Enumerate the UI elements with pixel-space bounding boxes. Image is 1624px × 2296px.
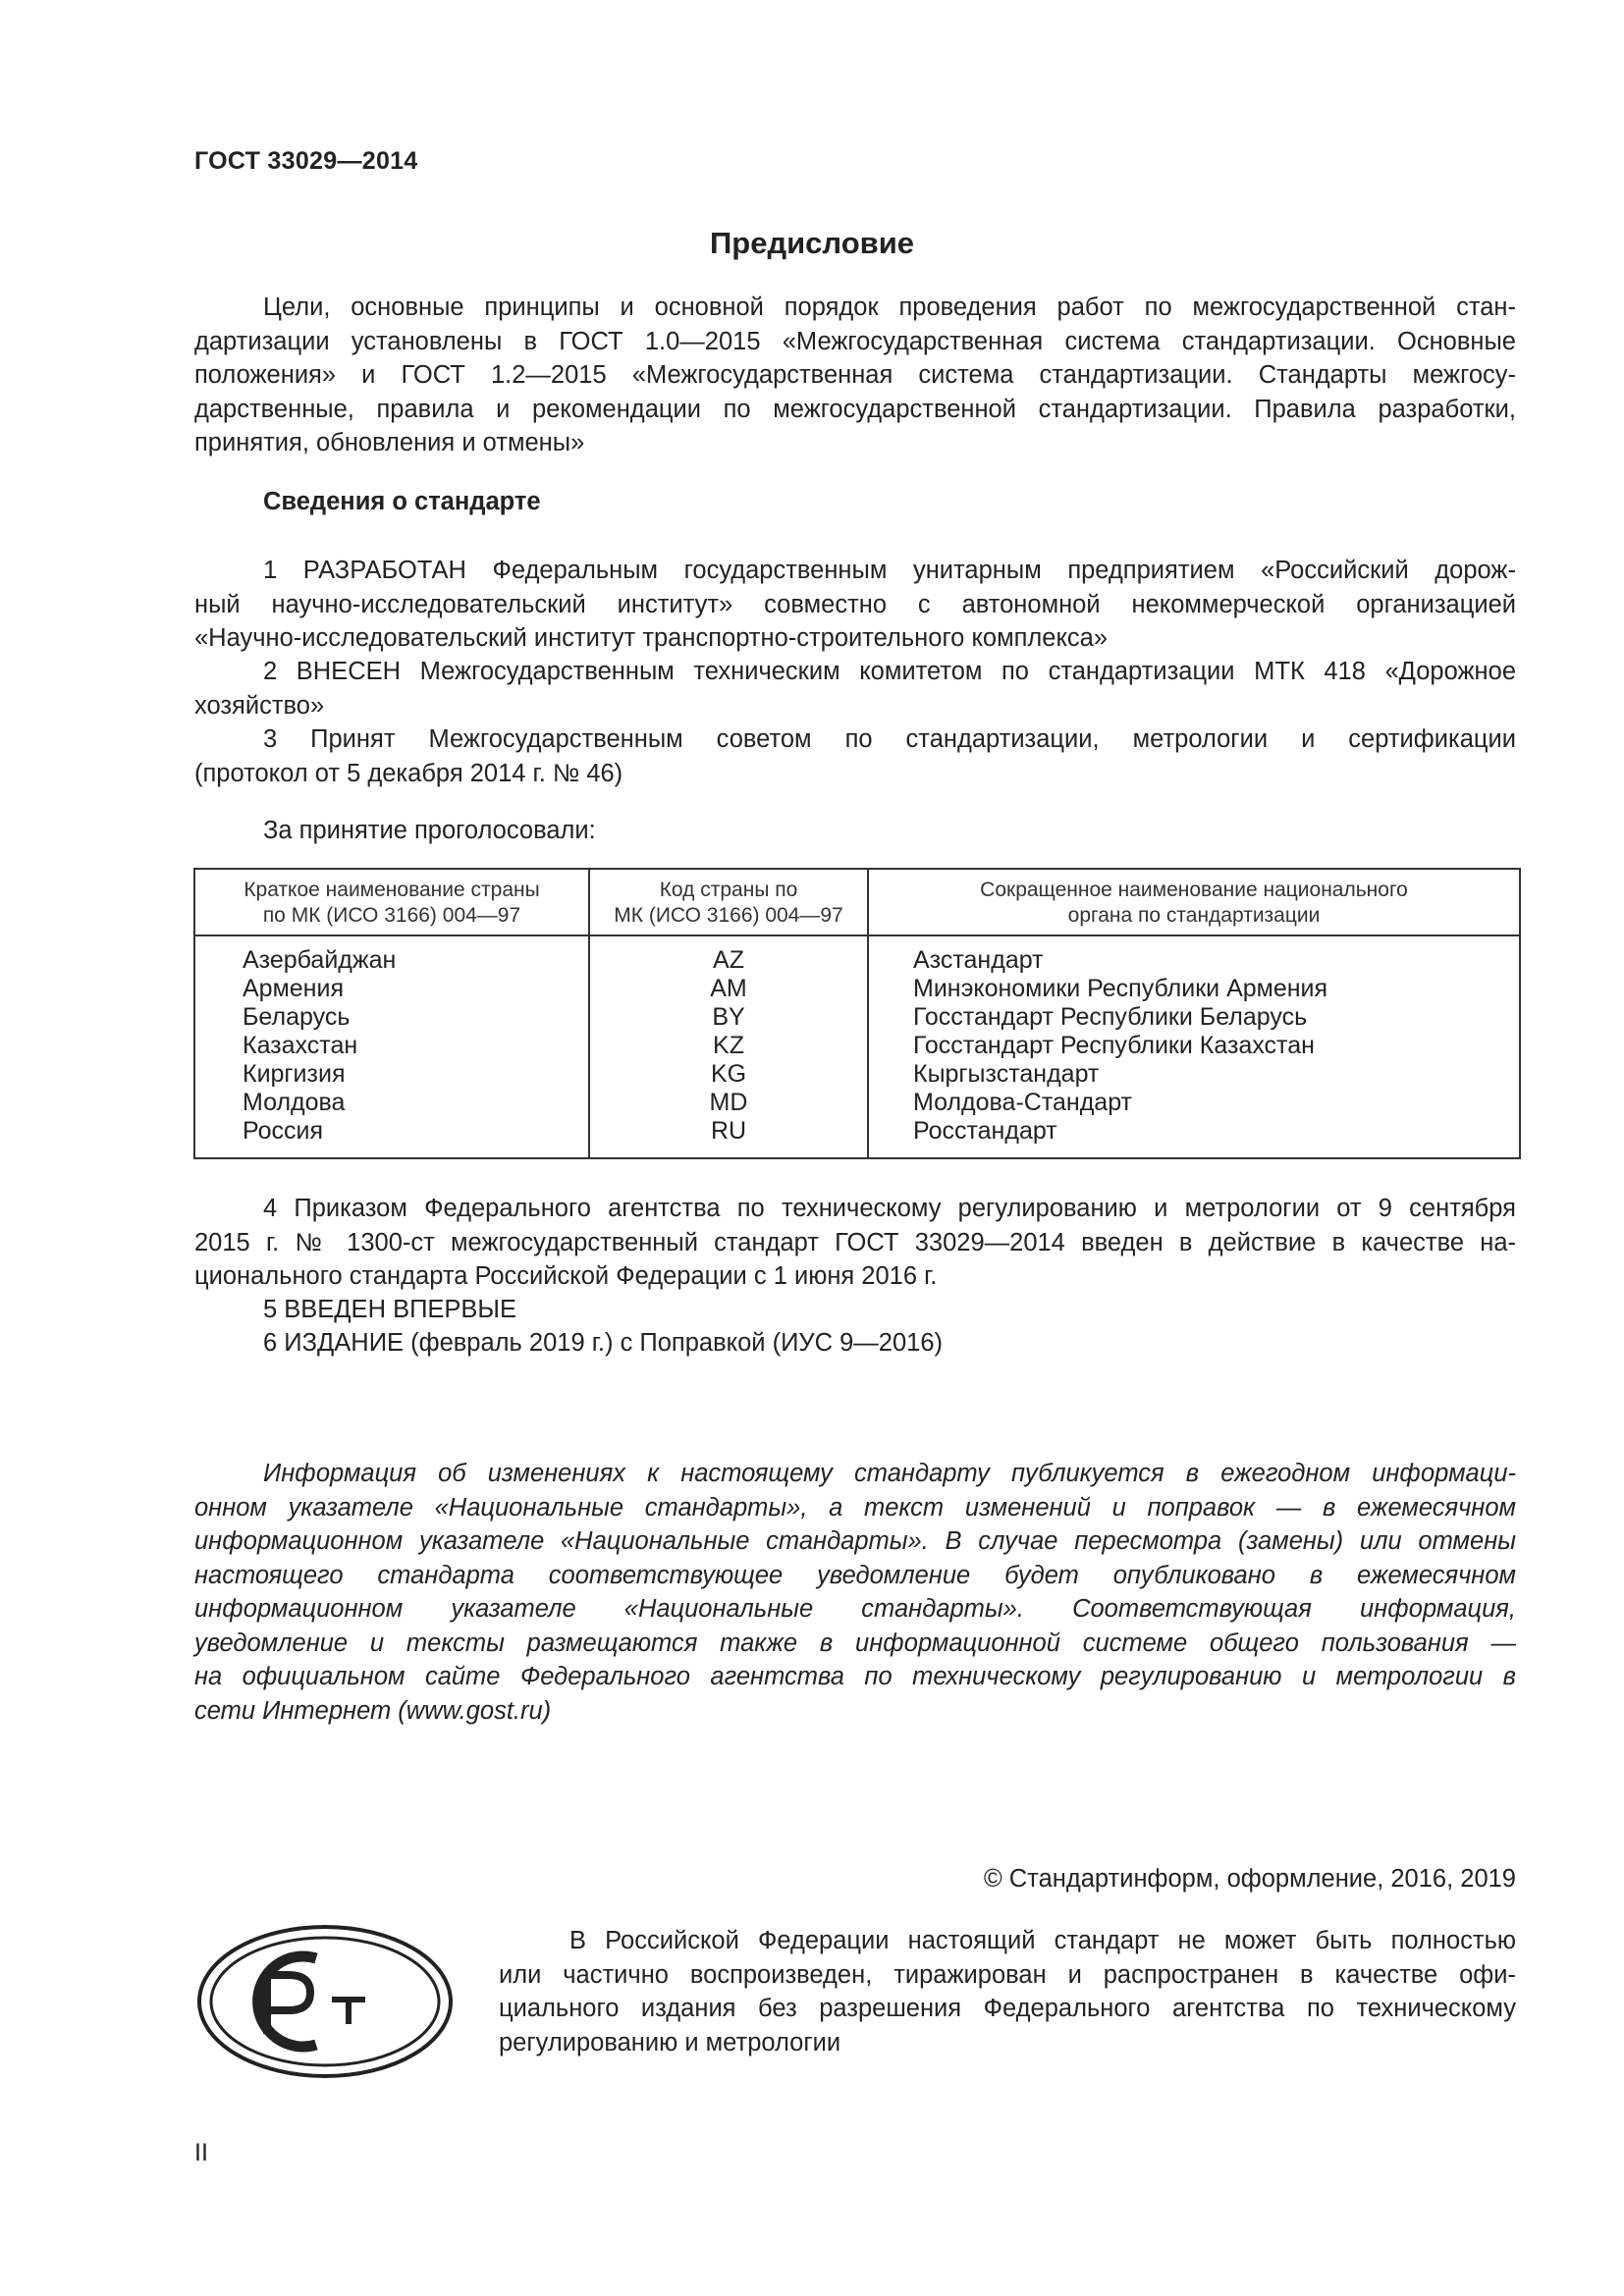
code-cell: KZ: [589, 1032, 868, 1060]
table-row: [194, 935, 1520, 975]
agency-cell: Госстандарт Республики Беларусь: [913, 1003, 1308, 1031]
text-line: на официальном сайте Федерального агентства по техническому регулированию и метрологии в: [194, 1663, 1516, 1690]
info-item-1: [194, 554, 1516, 656]
text-line: дартизации установлены в ГОСТ 1.0—2015 «Межгосударственная система стандартизации. Основные: [194, 327, 1516, 355]
text-line: настоящего стандарта соответствующее уведомление будет опубликовано в ежемесячном: [194, 1561, 1516, 1589]
table-row: [194, 1060, 1520, 1089]
text-line: информационном указателе «Национальные стандарты». В случае пересмотра (замены) или отмены: [194, 1527, 1516, 1555]
vote-caption: За принятие проголосовали:: [263, 817, 596, 844]
section-heading: Сведения о стандарте: [263, 488, 541, 515]
text-line: (протокол от 5 декабря 2014 г. № 46): [194, 759, 623, 787]
text-line: 4 Приказом Федерального агентства по техническому регулированию и метрологии от 9 сентября: [263, 1195, 1516, 1222]
text-line: сети Интернет (www.gost.ru): [194, 1696, 552, 1725]
country-cell: Армения: [194, 975, 589, 1003]
text-line: 2 ВНЕСЕН Межгосударственным техническим комитетом по стандартизации МТК 418 «Дорожное: [263, 658, 1516, 685]
column-header-agency: [868, 869, 1520, 935]
country-cell: Азербайджан: [194, 935, 589, 975]
country-cell: Молдова: [194, 1089, 589, 1117]
text-line: регулированию и метрологии: [499, 2028, 841, 2056]
document-code: ГОСТ 33029—2014: [194, 147, 418, 175]
header-line: Код страны по: [659, 879, 798, 901]
agency-cell: Минэкономики Республики Армения: [913, 975, 1328, 1002]
column-header-code: [589, 869, 868, 935]
header-line: по МК (ИСО 3166) 004—97: [262, 904, 521, 927]
code-cell: BY: [589, 1003, 868, 1032]
country-cell: Киргизия: [194, 1060, 589, 1089]
info-item-3: [194, 722, 1516, 790]
table-header-row: [194, 869, 1520, 935]
code-cell: AZ: [589, 935, 868, 975]
header-line: Краткое наименование страны: [244, 879, 540, 901]
agency-cell: Азстандарт: [913, 946, 1044, 974]
page-number: II: [194, 2139, 208, 2166]
text-line: «Научно-исследовательский институт транспортно-строительного комплекса»: [194, 624, 1109, 652]
text-line: Цели, основные принципы и основной порядок проведения работ по межгосударственной стан-: [263, 294, 1516, 321]
text-line: информационном указателе «Национальные стандарты». Соответствующая информация,: [194, 1595, 1516, 1623]
reproduction-notice: [499, 1924, 1516, 2059]
table-row: [194, 1089, 1520, 1117]
text-line: дарственные, правила и рекомендации по межгосударственной стандартизации. Правила разработки,: [194, 395, 1516, 423]
country-cell: Россия: [194, 1117, 589, 1158]
text-line: ционального стандарта Российской Федерации с 1 июня 2016 г.: [194, 1262, 938, 1290]
text-line: 2015 г. № 1300-ст межгосударственный стандарт ГОСТ 33029—2014 введен в действие в качестве на-: [194, 1228, 1516, 1256]
text-line: уведомление и тексты размещаются также в информационной системе общего пользования —: [194, 1629, 1516, 1657]
text-line: положения» и ГОСТ 1.2—2015 «Межгосударственная система стандартизации. Стандарты межгосу-: [194, 361, 1516, 389]
voting-table: [193, 868, 1521, 1159]
info-item-5: [194, 1293, 1516, 1327]
table-row: [194, 1032, 1520, 1060]
copyright-line: © Стандартинформ, оформление, 2016, 2019: [983, 1865, 1516, 1893]
text-line: принятия, обновления и отмены»: [194, 429, 585, 456]
column-header-country: [194, 869, 589, 935]
country-cell: Казахстан: [194, 1032, 589, 1060]
country-cell: Беларусь: [194, 1003, 589, 1032]
text-line: хозяйство»: [194, 691, 325, 720]
intro-paragraph: [194, 291, 1516, 460]
text-line: или частично воспроизведен, тиражирован и распространен в качестве офи-: [499, 1960, 1516, 1989]
text-line: В Российской Федерации настоящий стандарт не может быть полностью: [569, 1927, 1516, 1954]
info-item-4: [194, 1192, 1516, 1294]
agency-cell: Кыргызстандарт: [913, 1060, 1100, 1088]
text-line: 3 Принят Межгосударственным советом по стандартизации, метрологии и сертификации: [263, 725, 1516, 753]
code-cell: MD: [589, 1089, 868, 1117]
info-item-2: [194, 655, 1516, 722]
table-row: [194, 1117, 1520, 1158]
header-line: органа по стандартизации: [1067, 904, 1321, 927]
code-cell: RU: [589, 1117, 868, 1158]
page-title: Предисловие: [709, 226, 914, 260]
text-line: 1 РАЗРАБОТАН Федеральным государственным унитарным предприятием «Российский дорож-: [263, 557, 1516, 584]
table-row: [194, 1003, 1520, 1032]
pct-certification-mark-icon: [196, 1924, 454, 2079]
changes-notice: [194, 1457, 1516, 1728]
text-line: ный научно-исследовательский институт» совместно с автономной некоммерческой организацией: [194, 590, 1516, 618]
text-line: 6 ИЗДАНИЕ (февраль 2019 г.) с Поправкой (ИУС 9—2016): [263, 1329, 944, 1357]
text-line: циального издания без разрешения Федерального агентства по техническому: [499, 1995, 1516, 2022]
agency-cell: Молдова-Стандарт: [913, 1089, 1132, 1116]
text-line: онном указателе «Национальные стандарты», а текст изменений и поправок — в ежемесячном: [194, 1493, 1516, 1522]
table-row: [194, 975, 1520, 1003]
text-line: Информация об изменениях к настоящему стандарту публикуется в ежегодном информаци-: [263, 1460, 1516, 1487]
info-item-6: [194, 1326, 1516, 1361]
header-line: МК (ИСО 3166) 004—97: [614, 904, 843, 927]
code-cell: KG: [589, 1060, 868, 1089]
code-cell: AM: [589, 975, 868, 1003]
text-line: 5 ВВЕДЕН ВПЕРВЫЕ: [263, 1296, 517, 1323]
header-line: Сокращенное наименование национального: [980, 879, 1408, 901]
agency-cell: Госстандарт Республики Казахстан: [913, 1032, 1315, 1059]
agency-cell: Росстандарт: [913, 1117, 1057, 1145]
